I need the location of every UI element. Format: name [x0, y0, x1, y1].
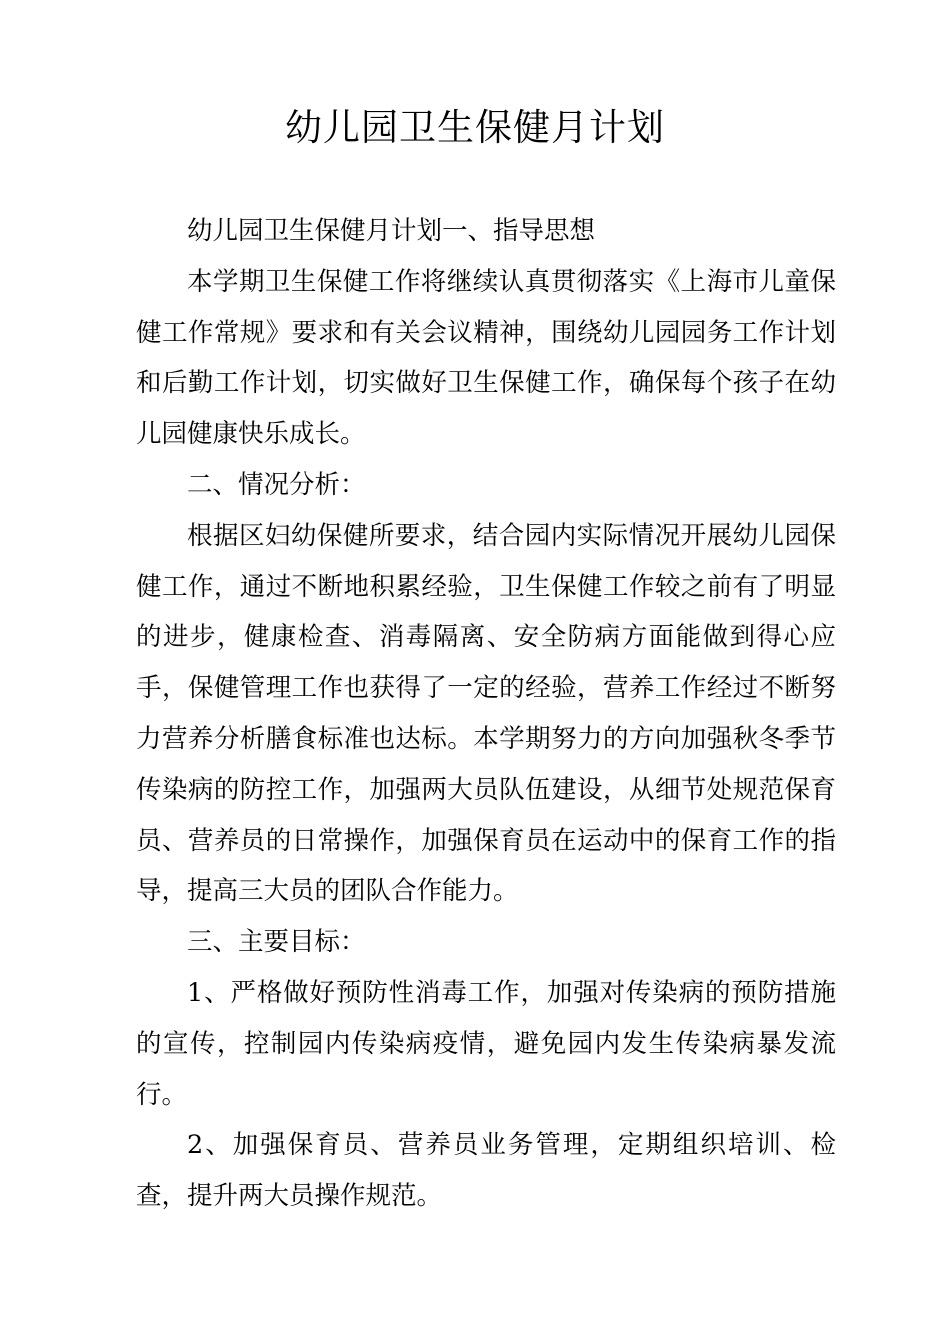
- goal-item-2: 2、加强保育员、营养员业务管理，定期组织培训、检查，提升两大员操作规范。: [136, 1130, 836, 1212]
- page-title: 幼儿园卫生保健月计划: [285, 106, 665, 149]
- document-body: [136, 206, 836, 1222]
- paragraph-situation-analysis: 根据区妇幼保健所要求，结合园内实际情况开展幼儿园保健工作，通过不断地积累经验，卫生保健工作较之前有了明显的进步，健康检查、消毒隔离、安全防病方面能做到得心应手，保健管理工作也获得了一定的经验，营养工作经过不断努力营养分析膳食标准也达标。本学期努力的方向加强秋冬季节传染病的防控工作，加强两大员队伍建设，从细节处规范保育员、营养员的日常操作，加强保育员在运动中的保育工作的指导，提高三大员的团队合作能力。: [136, 520, 836, 907]
- paragraph-guiding-ideology: 本学期卫生保健工作将继续认真贯彻落实《上海市儿童保健工作常规》要求和有关会议精神，围绕幼儿园园务工作计划和后勤工作计划，切实做好卫生保健工作，确保每个孩子在幼儿园健康快乐成长。: [136, 266, 836, 450]
- section-heading-main-goals: 三、主要目标：: [187, 927, 366, 958]
- section-heading-guiding-ideology: 幼儿园卫生保健月计划一、指导思想: [187, 216, 596, 246]
- goal-item-1: 1、严格做好预防性消毒工作，加强对传染病的预防措施的宣传，控制园内传染病疫情，避免园内发生传染病暴发流行。: [136, 977, 836, 1110]
- section-heading-situation-analysis: 二、情况分析：: [187, 469, 366, 500]
